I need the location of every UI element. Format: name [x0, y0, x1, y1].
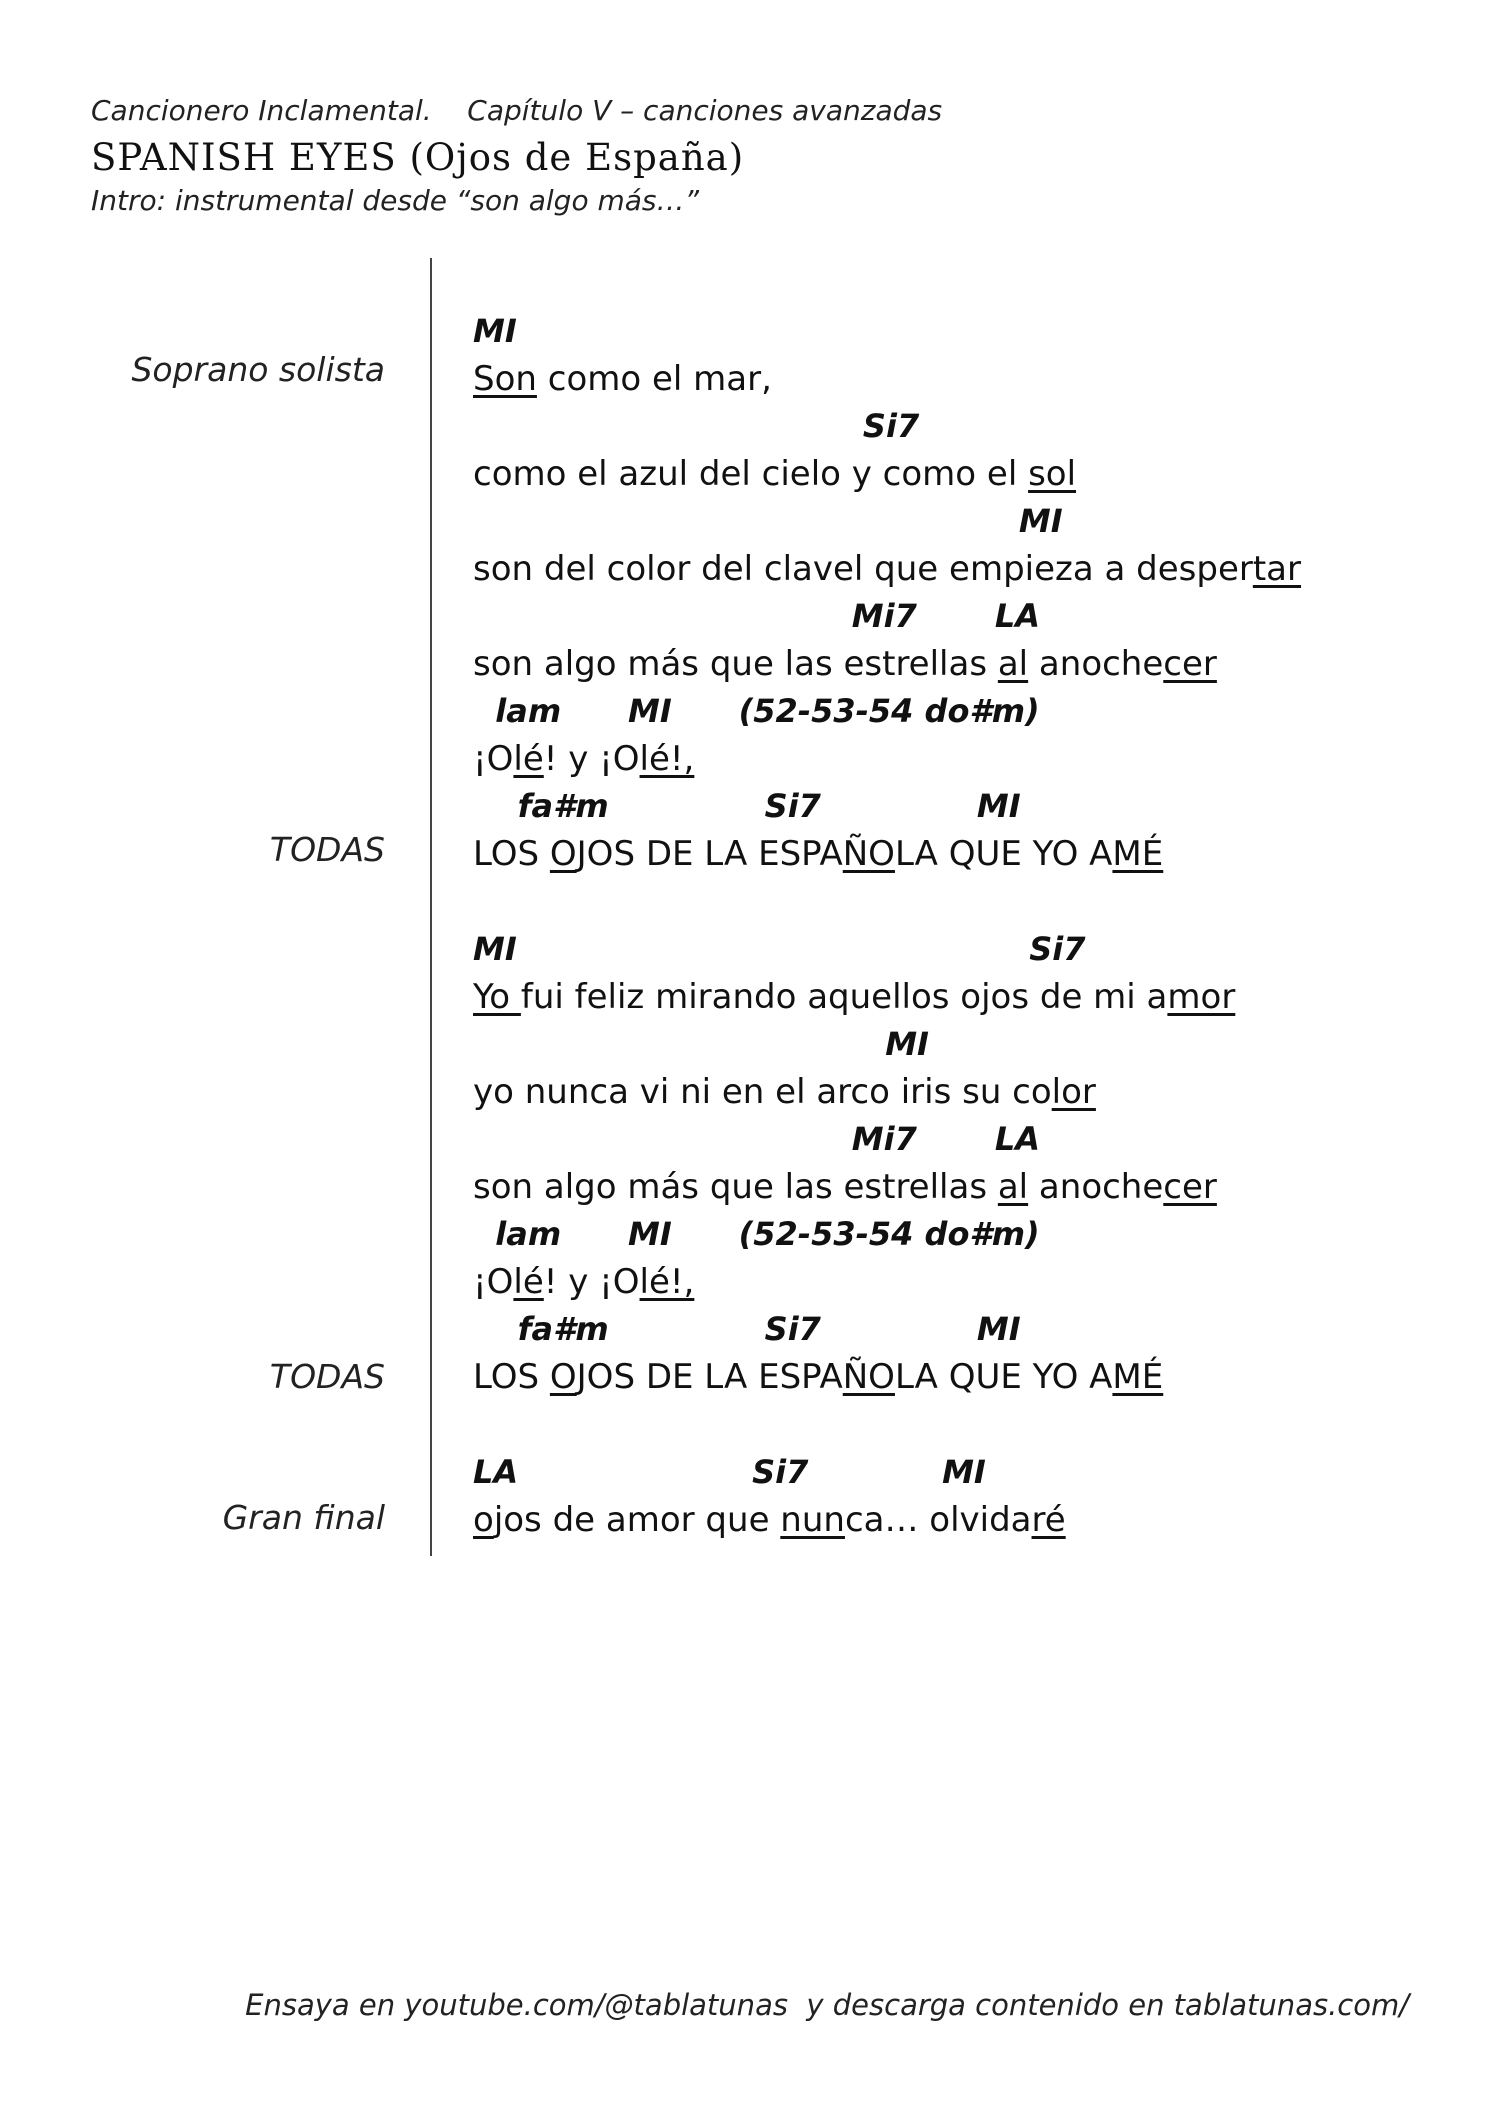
lyric-text: ¡O: [473, 1262, 514, 1302]
lyric-text: como el mar,: [536, 359, 772, 399]
lyric-line: [473, 973, 1473, 1021]
lyric-line: [473, 1258, 1473, 1306]
chord-line: LA Si7 MI: [473, 1453, 986, 1491]
lyric-text: ! y ¡O: [543, 1262, 640, 1302]
lyric-text: anoche: [1028, 644, 1164, 684]
stressed-syllable: sol: [1028, 454, 1077, 494]
lyric-text: JOS DE LA ESPA: [576, 834, 843, 874]
lyric-text: JOS DE LA ESPA: [576, 1357, 843, 1397]
lyric-line: [473, 450, 1473, 498]
chord-line: lam MI (52-53-54 do#m): [473, 692, 1040, 730]
stressed-syllable: al: [997, 644, 1029, 684]
stressed-syllable: Yo: [473, 977, 521, 1017]
lyric-text: LA QUE YO A: [894, 1357, 1113, 1397]
song-body: [473, 308, 1473, 1544]
lyric-text: son del color del clavel que empieza a desper: [473, 549, 1253, 589]
role-todas-2: TODAS: [269, 1357, 385, 1396]
chord-line: fa#m Si7 MI: [473, 787, 1021, 825]
stressed-syllable: ÑO: [842, 834, 895, 874]
lyric-line: [473, 545, 1473, 593]
lyric-text: LA QUE YO A: [894, 834, 1113, 874]
lyric-text: LOS: [473, 1357, 550, 1397]
footer-note: Ensaya en youtube.com/@tablatunas y descarga contenido en tablatunas.com/: [245, 1988, 1409, 2022]
stressed-syllable: O: [549, 1357, 577, 1397]
lyric-text: LOS: [473, 834, 550, 874]
lyric-text: jos de amor que: [493, 1500, 781, 1540]
lyric-line: [473, 1068, 1473, 1116]
lyric-text: ¡O: [473, 739, 514, 779]
chord-line: MI Si7: [473, 930, 1086, 968]
stanza-gap: [473, 1401, 1473, 1449]
intro-note: Intro: instrumental desde “son algo más…”: [91, 184, 700, 217]
song-title: SPANISH EYES (Ojos de España): [91, 136, 745, 179]
lyric-line: [473, 830, 1473, 878]
stressed-syllable: MÉ: [1112, 1357, 1164, 1397]
stressed-syllable: mor: [1167, 977, 1236, 1017]
stressed-syllable: ré: [1031, 1500, 1066, 1540]
role-todas-1: TODAS: [269, 830, 385, 869]
role-soprano: Soprano solista: [131, 350, 385, 389]
column-divider: [430, 258, 432, 1556]
chord-line: Mi7 LA: [473, 1120, 1040, 1158]
stressed-syllable: al: [997, 1167, 1029, 1207]
lyric-text: yo nunca vi ni en el arco iris su co: [473, 1072, 1052, 1112]
chord-line: MI: [473, 1025, 929, 1063]
stressed-syllable: lé!,: [639, 1262, 695, 1302]
stressed-syllable: MÉ: [1112, 834, 1164, 874]
stressed-syllable: cer: [1163, 644, 1217, 684]
stressed-syllable: Son: [473, 359, 537, 399]
lyric-text: son algo más que las estrellas: [473, 1167, 998, 1207]
chord-line: fa#m Si7 MI: [473, 1310, 1021, 1348]
lyric-text: ca… olvida: [844, 1500, 1032, 1540]
lyric-text: fui feliz mirando aquellos ojos de mi a: [520, 977, 1168, 1017]
lyric-line: [473, 1163, 1473, 1211]
role-gran-final: Gran final: [222, 1498, 385, 1537]
stressed-syllable: ÑO: [842, 1357, 895, 1397]
chord-line: MI: [473, 502, 1063, 540]
chord-line: Si7: [473, 407, 920, 445]
stressed-syllable: nun: [780, 1500, 845, 1540]
chapter-name: Capítulo V – canciones avanzadas: [467, 94, 943, 127]
lyric-text: anoche: [1028, 1167, 1164, 1207]
stressed-syllable: lé!,: [639, 739, 695, 779]
stanza-gap: [473, 878, 1473, 926]
stressed-syllable: lé: [513, 739, 544, 779]
header-book-line: [91, 94, 942, 127]
stressed-syllable: O: [549, 834, 577, 874]
chord-line: lam MI (52-53-54 do#m): [473, 1215, 1040, 1253]
stressed-syllable: o: [473, 1500, 494, 1540]
lyric-line: [473, 355, 1473, 403]
lyric-line: [473, 735, 1473, 783]
lyric-line: [473, 640, 1473, 688]
chord-line: MI: [473, 312, 517, 350]
stressed-syllable: lé: [513, 1262, 544, 1302]
lyric-line: [473, 1496, 1473, 1544]
lyric-line: [473, 1353, 1473, 1401]
chord-line: Mi7 LA: [473, 597, 1040, 635]
stressed-syllable: tar: [1252, 549, 1301, 589]
stressed-syllable: cer: [1163, 1167, 1217, 1207]
stressed-syllable: lor: [1051, 1072, 1096, 1112]
lyric-text: son algo más que las estrellas: [473, 644, 998, 684]
book-name: Cancionero Inclamental.: [91, 94, 432, 127]
lyric-text: ! y ¡O: [543, 739, 640, 779]
lyric-text: como el azul del cielo y como el: [473, 454, 1029, 494]
